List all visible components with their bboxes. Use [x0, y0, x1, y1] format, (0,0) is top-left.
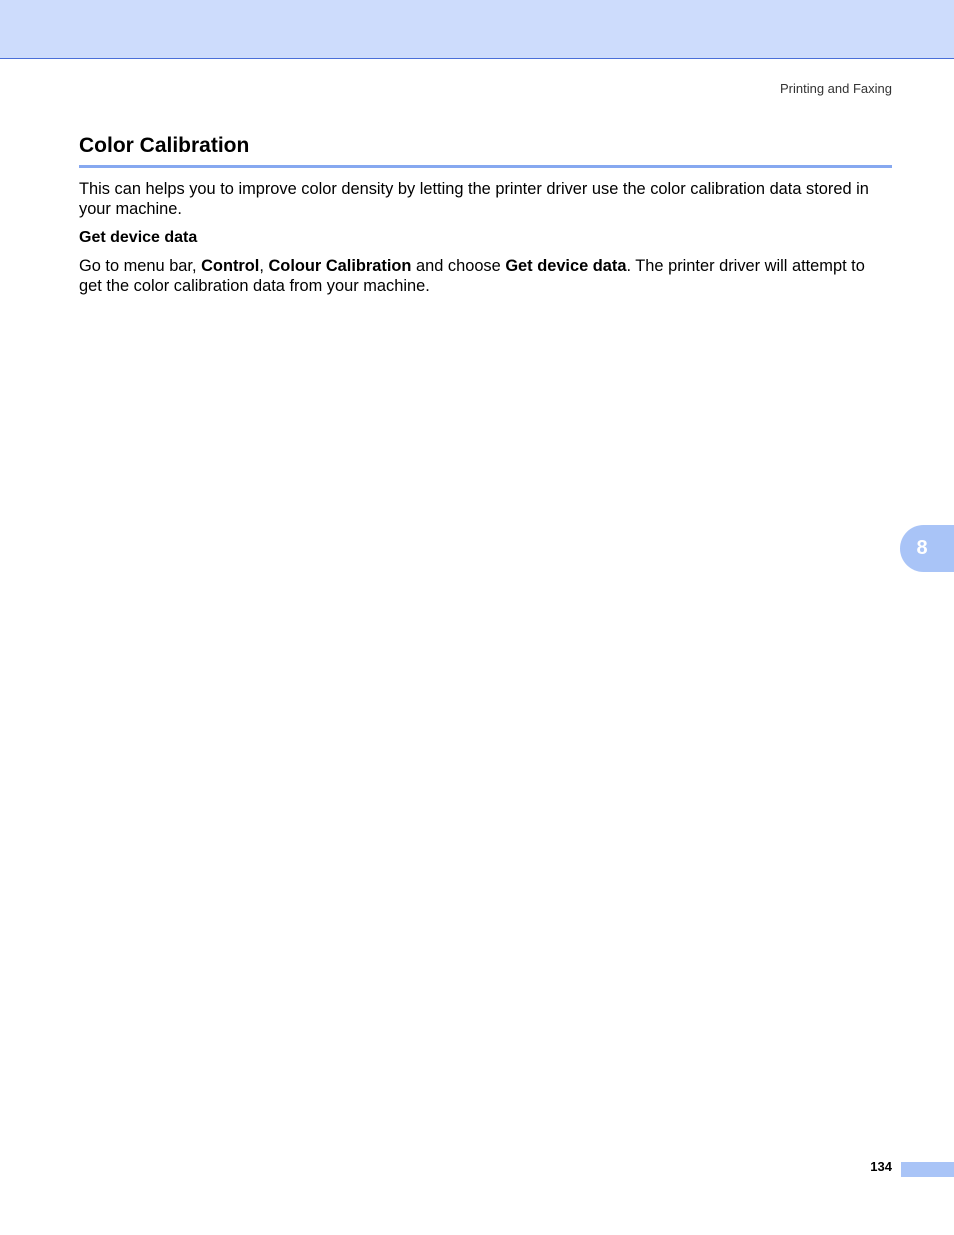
body-text: , — [259, 257, 269, 275]
menu-term-colour-calibration: Colour Calibration — [268, 257, 412, 275]
page-number: 134 — [870, 1159, 892, 1174]
section-title: Color Calibration — [79, 134, 250, 157]
body-text: Go to menu bar, — [79, 257, 202, 275]
menu-term-get-device-data: Get device data — [505, 257, 627, 275]
chapter-number: 8 — [916, 537, 928, 559]
body-paragraph — [79, 256, 892, 296]
subheading: Get device data — [79, 229, 198, 246]
menu-term-control: Control — [201, 257, 260, 275]
body-text: . The printer driver will attempt to get the color calibration data from your machine. — [79, 257, 865, 295]
title-underline — [79, 165, 892, 168]
intro-paragraph: This can helps you to improve color density by letting the printer driver use the color calibration data stored in your machine. — [79, 180, 869, 218]
body-text: and choose — [411, 257, 506, 275]
header-band — [0, 0, 954, 59]
chapter-tab — [900, 525, 954, 572]
page-marker — [901, 1162, 954, 1177]
running-header: Printing and Faxing — [779, 81, 892, 96]
